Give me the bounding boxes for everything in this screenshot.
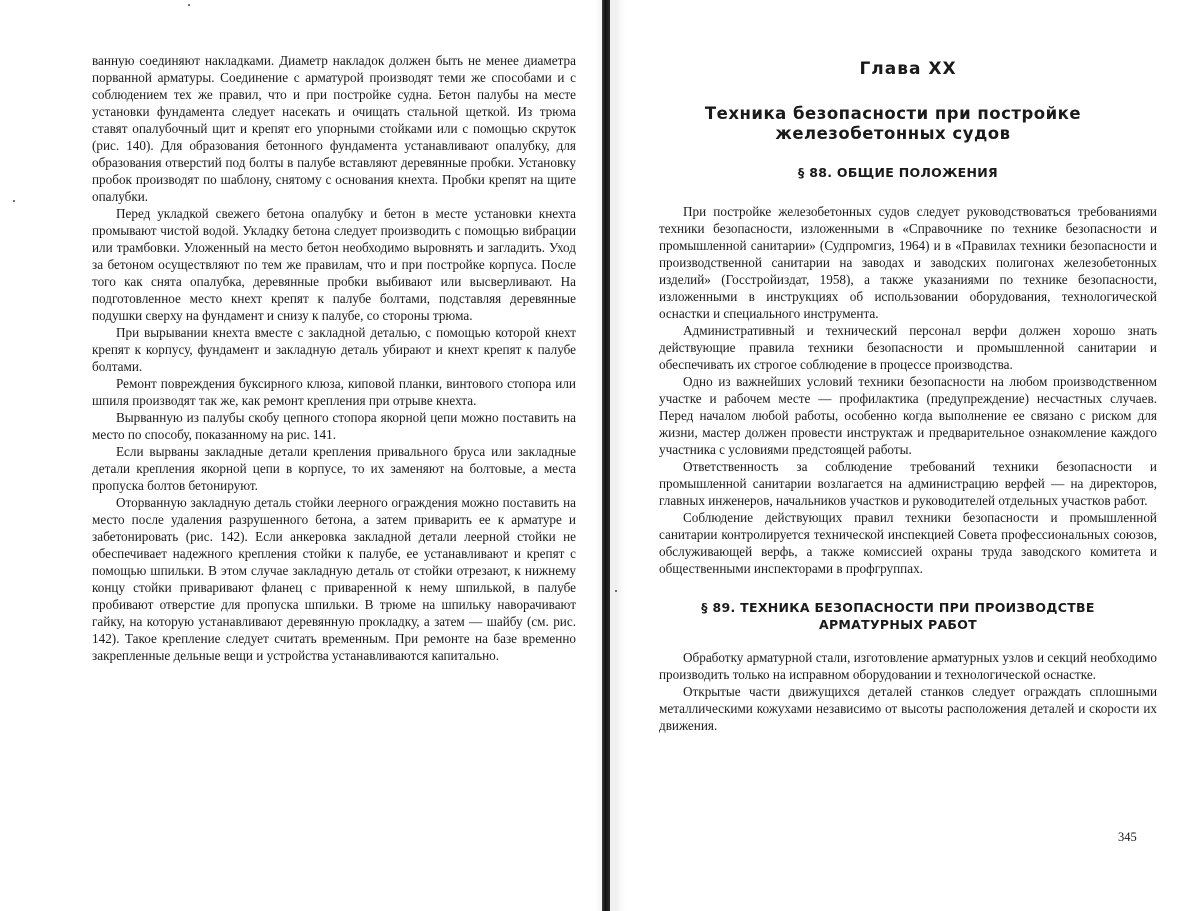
left-paragraph: При вырывании кнехта вместе с закладной деталью, с помощью которой кнехт крепят к корпусу, фундамент и закладную деталь убирают и кнехт крепят к палубе болтами. bbox=[92, 325, 576, 374]
left-paragraph: ванную соединяют накладками. Диаметр накладок должен быть не менее диаметра порванной арматуры. Соединение с арматурой производят теми же способами и с соблюдением тех же правил, что и при постройке судна. Бетон палубы на месте установки фундамента следует насекать и очищать стальной щеткой. Из трюма ставят опалубочный щит и крепят его упорными стойками или с помощью скруток (рис. 140). Для образования бетонного фундамента устанавливают опалубку, для образования отверстий под болты в палубе вставляют деревянные пробки. Установку пробок производят по шаблону, снятому с основания кнехта. Пробки крепят на щите опалубки. bbox=[92, 53, 576, 204]
scan-speck bbox=[615, 590, 617, 592]
section-88-paragraph: Соблюдение действующих правил техники безопасности и промышленной санитарии контролируется технической инспекцией Совета профессиональных союзов, обслуживающей верфь, а также комиссией охраны труда заводского комитета и общественными инспекторами в профгруппах. bbox=[659, 510, 1157, 576]
chapter-number: Глава XX bbox=[859, 59, 957, 79]
section-88-paragraph: Административный и технический персонал верфи должен хорошо знать действующие правила техники безопасности и промышленной санитарии и обеспечивать их строгое соблюдение в процессе производства. bbox=[659, 323, 1157, 372]
left-paragraph: Вырванную из палубы скобу цепного стопора якорной цепи можно поставить на место по способу, показанному на рис. 141. bbox=[92, 410, 576, 442]
scan-speck bbox=[13, 200, 15, 202]
chapter-title: Техника безопасности при постройке железобетонных судов bbox=[704, 104, 1082, 143]
section-88-paragraph: При постройке железобетонных судов следует руководствоваться требованиями техники безопасности, изложенными в «Справочнике по технике безопасности и промышленной санитарии» (Судпромгиз, 1964) и в «Правилах техники безопасности и производственной санитарии на заводах и заводских полигонах железобетонных изделий» (Госстройиздат, 1958), а также указаниями по технике безопасности, изложенными в инструкциях об использовании оборудования, технологической оснастки и специального инструмента. bbox=[659, 204, 1157, 321]
section-88-paragraph: Ответственность за соблюдение требований техники безопасности и промышленной санитарии возлагается на администрацию верфей — на директоров, главных инженеров, начальников участков и руководителей отдельных участков работ. bbox=[659, 459, 1157, 508]
section-89-paragraph: Обработку арматурной стали, изготовление арматурных узлов и секций необходимо производить только на исправном оборудовании и технологической оснастке. bbox=[659, 650, 1157, 682]
section-89-heading: § 89. ТЕХНИКА БЕЗОПАСНОСТИ ПРИ ПРОИЗВОДСТВЕ АРМАТУРНЫХ РАБОТ bbox=[701, 600, 1095, 632]
left-paragraph: Ремонт повреждения буксирного клюза, киповой планки, винтового стопора или шпиля производят так же, как ремонт крепления при отрыве кнехта. bbox=[92, 376, 576, 408]
section-88-paragraph: Одно из важнейших условий техники безопасности на любом производственном участке и рабочем месте — профилактика (предупреждение) несчастных случаев. Перед началом любой работы, особенно когда выполнение ее связано с риском для жизни, мастер должен провести инструктаж и предварительное ознакомление каждого участника с условиями предстоящей работы. bbox=[659, 374, 1157, 457]
left-paragraph: Оторванную закладную деталь стойки леерного ограждения можно поставить на место после удаления разрушенного бетона, а затем приварить ее к арматуре и забетонировать (рис. 142). Если анкеровка закладной детали леерной стойки не обеспечивает надежного крепления стойки к палубе, ее устанавливают и крепят с помощью шпильки. В этом случае закладную деталь от стойки отрезают, к нижнему концу стойки приваривают фланец с приваренной к нему шпилькой, в палубе пробивают отверстие для пропуска шпильки. В трюме на шпильку наворачивают гайку, на которую устанавливают деревянную прокладку, а затем — шайбу (см. рис. 142). Такое крепление следует считать временным. При ремонте на базе временно закрепленные дельные вещи и устройства устанавливаются капитально. bbox=[92, 495, 576, 663]
right-page bbox=[615, 0, 1200, 911]
right-text-column bbox=[659, 52, 1157, 734]
left-paragraph: Перед укладкой свежего бетона опалубку и бетон в месте установки кнехта промывают чистой водой. Укладку бетона следует производить с помощью вибрации или трамбовки. Уложенный на место бетон необходимо выровнять и загладить. Уход за бетоном осуществляют по тем же правилам, что и при постройке корпуса. После того как снята опалубка, деревянные пробки выбивают или высверливают. На подготовленное место кнехт крепят к палубе болтами, подставляя деревянные подушки сверху на фундамент и снизу к палубе, со стороны трюма. bbox=[92, 206, 576, 323]
scan-speck bbox=[188, 4, 190, 6]
left-text-column bbox=[92, 52, 576, 664]
page-number: 345 bbox=[1118, 830, 1137, 844]
book-spine bbox=[602, 0, 610, 911]
section-88-heading: § 88. ОБЩИЕ ПОЛОЖЕНИЯ bbox=[798, 165, 998, 180]
section-89-paragraph: Открытые части движущихся деталей станков следует ограждать сплошными металлическими кожухами независимо от высоты расположения деталей и скорости их движения. bbox=[659, 684, 1157, 733]
left-paragraph: Если вырваны закладные детали крепления привального бруса или закладные детали крепления якорной цепи в корпусе, то их заменяют на болтовые, а места пропуска болтов бетонируют. bbox=[92, 444, 576, 493]
